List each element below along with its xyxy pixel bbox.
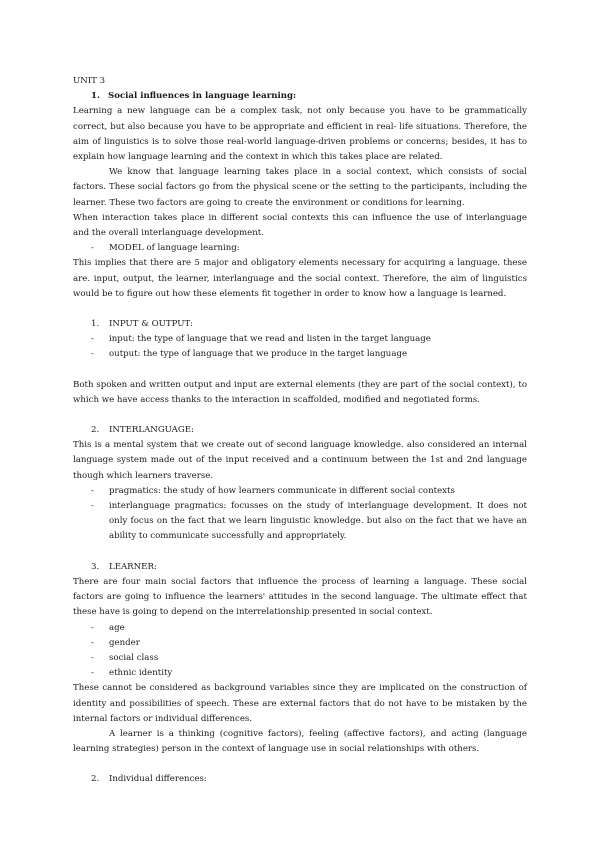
list-item-gender: - gender xyxy=(91,636,527,651)
heading-input-output: 1. INPUT & OUTPUT: xyxy=(91,319,193,330)
paragraph-input-output: Both spoken and written output and input are external elements (they are part of the social context), to which we have access thanks to the interaction in scaffolded, modified and negotiated forms. xyxy=(73,379,527,405)
dash-bullet: - xyxy=(91,485,94,496)
list-item-age: - age xyxy=(91,621,527,636)
paragraph-thinking-learner: A learner is a thinking (cognitive factors), feeling (affective factors), and acting (language learning strategies) person in the context of language use in social relationships with others. xyxy=(73,728,527,755)
paragraph-model: This implies that there are 5 major and obligatory elements necessary for acquiring a language. these are. input, output, the learner, interlanguage and the social context. Therefore, the aim of linguistics would be to figure out how these elements fit together in order to know how a language is learned. xyxy=(73,258,527,299)
heading-learner: 3. LEARNER: xyxy=(91,561,157,572)
document-page xyxy=(73,74,527,788)
dash-bullet: - xyxy=(91,349,94,360)
list-item-ethnic-identity: - ethnic identity xyxy=(91,666,527,681)
dash-bullet: - xyxy=(91,334,94,345)
dash-bullet: - xyxy=(91,243,94,254)
paragraph-interlanguage: This is a mental system that we create out of second language knowledge. also considered an internal language system made out of the input received and a continuum between the 1st and 2nd language though which learners traverse. xyxy=(73,440,527,481)
dash-bullet: - xyxy=(91,622,94,633)
list-item-interlanguage-pragmatics: - interlanguage pragmatics: focusses on the study of interlanguage development. It does not only focus on the fact that we learn linguistic knowledge. but also on the fact that we have an ability to communicate successfully and appropriately. xyxy=(91,501,527,542)
heading-interlanguage: 2. INTERLANGUAGE: xyxy=(91,425,194,436)
unit-title: UNIT 3 xyxy=(73,76,106,86)
paragraph-background-variables: These cannot be considered as background variables since they are implicated on the construction of identity and possibilities of speech. These are external factors that do not have to be mistaken by the internal factors or individual differences. xyxy=(73,683,527,724)
dash-bullet: - xyxy=(91,668,94,679)
dash-bullet: - xyxy=(91,652,94,663)
heading-individual-differences: 2. Individual differences: xyxy=(91,774,207,785)
list-item-output: - output: the type of language that we produce in the target language xyxy=(91,347,527,362)
paragraph-learner: There are four main social factors that influence the process of learning a language. These social factors are going to influence the learners' attitudes in the second language. The ultimate effect that these have is going to depend on the interrelationship presented in social context. xyxy=(73,576,527,618)
paragraph-social-context: We know that language learning takes place in a social context, which consists of social factors. These social factors go from the physical scene or the setting to the participants, including the learner. These two factors are going to create the environment or conditions for learning. xyxy=(73,167,527,208)
list-item-input: - input: the type of language that we read and listen in the target language xyxy=(91,332,527,347)
list-item-pragmatics: - pragmatics: the study of how learners communicate in different social contexts xyxy=(91,484,527,499)
list-item-model: - MODEL of language learning: xyxy=(91,241,527,256)
dash-bullet: - xyxy=(91,501,94,512)
section-heading-social-influences: 1. Social influences in language learning: xyxy=(91,91,297,102)
paragraph-interaction: When interaction takes place in different social contexts this can influence the use of interlanguage and the overall interlanguage development. xyxy=(73,212,527,239)
paragraph-intro: Learning a new language can be a complex task, not only because you have to be grammatically correct, but also because you have to be appropriate and efficient in real- life situations. Therefore, the aim of linguistics is to solve those real-world language-driven problems or concerns; besides, it has to explain how language learning and the context in which this takes place are related. xyxy=(73,106,527,163)
dash-bullet: - xyxy=(91,637,94,648)
list-item-social-class: - social class xyxy=(91,651,527,666)
